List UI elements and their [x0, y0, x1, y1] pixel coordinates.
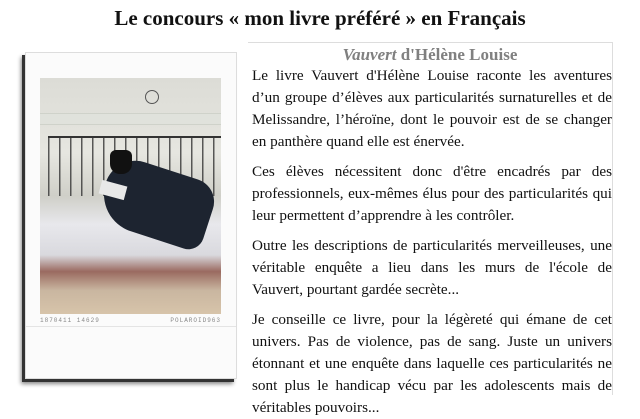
- review-paragraph: Je conseille ce livre, pour la légèreté qui émane de cet univers. Pas de violence, pas de sang. Juste un univers étonnant et une enquête dans laquelle ces particularités ne sont plus le handicap vécu par les adolescents mais de véritables pouvoirs...: [252, 311, 612, 416]
- book-author: d'Hélène Louise: [396, 45, 518, 64]
- polaroid-number: 1870411 14629: [40, 317, 100, 324]
- book-heading: [248, 45, 612, 65]
- page-title: Le concours « mon livre préféré » en Français: [114, 6, 526, 30]
- review-paragraph: Le livre Vauvert d'Hélène Louise raconte les aventures d’un groupe d’élèves aux particularités surnaturelles et de Melissandre, l’héroïne, dont le pouvoir est de se changer en panthère quand elle est énervée.: [252, 67, 612, 150]
- photo-girl-reading-on-bed: [40, 78, 221, 314]
- divider: [26, 326, 236, 327]
- dreamcatcher-icon: [145, 90, 159, 104]
- polaroid-brand: POLAROID963: [170, 317, 221, 324]
- review-panel: [248, 42, 613, 416]
- review-paragraph: Ces élèves nécessitent donc d'être encadrés par des professionnels, eux-mêmes élus pour des particularités qui leur permettent d’apprendre à les contrôler.: [252, 163, 612, 224]
- person-head: [110, 150, 132, 174]
- book-title: Vauvert: [342, 45, 397, 64]
- polaroid-caption: [40, 317, 221, 324]
- wall-border: [40, 113, 221, 125]
- polaroid-photo: [25, 52, 237, 379]
- review-paragraph: Outre les descriptions de particularités merveilleuses, une véritable enquête a lieu dans les murs de l'école de Vauvert, pourtant gardée secrète...: [252, 237, 612, 298]
